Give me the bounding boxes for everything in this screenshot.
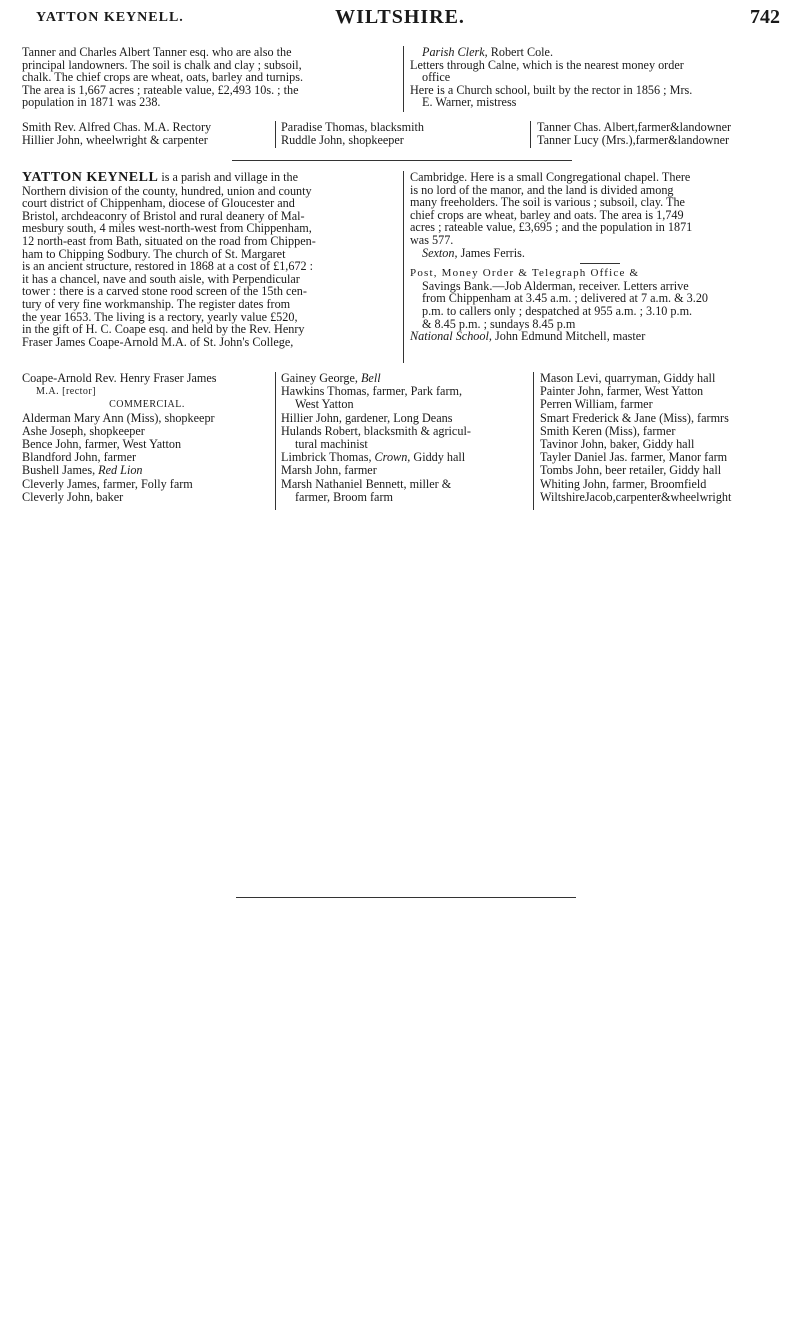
list-item-cont: M.A. [rector]: [36, 386, 97, 398]
running-head-county: WILTSHIRE.: [335, 6, 465, 28]
list-item: Painter John, farmer, West Yatton: [540, 384, 704, 399]
continuation-paragraph: Tanner and Charles Albert Tanner esq. who are also the principal landowners. The soil is chalk and clay ; subsoil, chalk. The chief crops are wheat, oats, barley and turnips. The area is 1,667 acres ; rateable value, £2,493 10s. ; the population in 1871 was 238.: [22, 45, 303, 110]
list-item: Whiting John, farmer, Broomfield: [540, 476, 707, 491]
list-item: Smith Rev. Alfred Chas. M.A. Rectory: [22, 120, 212, 134]
list-item: Marsh John, farmer: [281, 463, 377, 478]
list-item: Gainey George, Bell: [281, 371, 381, 385]
list-item: Smith Keren (Miss), farmer: [540, 423, 676, 438]
column-divider: [533, 372, 534, 510]
list-item-cont: farmer, Broom farm: [295, 489, 393, 504]
directory2-col-3: [540, 372, 790, 504]
directory2-col-2: [281, 372, 531, 504]
column-divider: [403, 171, 404, 363]
column-divider: [275, 372, 276, 510]
list-item: Coape-Arnold Rev. Henry Fraser James: [22, 371, 217, 385]
column-divider: [275, 121, 276, 148]
list-item: Cleverly John, baker: [22, 489, 124, 504]
list-item: Mason Levi, quarryman, Giddy hall: [540, 371, 716, 385]
list-item: Alderman Mary Ann (Miss), shopkeepr: [22, 410, 215, 425]
place-heading: YATTON KEYNELL: [22, 170, 159, 185]
list-item: Limbrick Thomas, Crown, Giddy hall: [281, 450, 466, 465]
list-item: Bushell James, Red Lion: [22, 463, 143, 478]
yatton-description: YATTON KEYNELL is a parish and village in the Northern division of the county, hundred, union and county court district of Chippenham, diocese of Gloucester and Bristol, archdeaconry of Bristol and rural deanery of Mal- mesbury south, 4 miles west-north-west from Chippenham, 12 north-east from Bath, situated on the road from Chippen- ham to Chipping Sodbury. The church of St. Margaret is an ancient structure, restored in 1868 at a cost of £1,672 : it has a chancel, nave and south aisle, with Perpendicular tower : there is a carved stone rood screen of the 15th cen- tury of very fine workmanship. The register dates from the year 1653. The living is a rectory, yearly value £520, in the gift of H. C. Coape esq. and held by the Rev. Henry Fraser James Coape-Arnold M.A. of St. John's College,: [22, 170, 316, 349]
list-item: Ashe Joseph, shopkeeper: [22, 423, 145, 438]
section-rule: [232, 160, 572, 161]
list-item: Ruddle John, shopkeeper: [281, 133, 404, 148]
running-head-place: YATTON KEYNELL.: [36, 10, 184, 25]
list-item-cont: tural machinist: [295, 437, 368, 452]
list-item: Cleverly James, farmer, Folly farm: [22, 476, 193, 491]
list-item: Tavinor John, baker, Giddy hall: [540, 437, 695, 452]
list-item: Hulands Robert, blacksmith & agricul-: [281, 423, 471, 438]
list-item: Perren William, farmer: [540, 397, 653, 412]
list-item: Hillier John, wheelwright & carpenter: [22, 133, 208, 148]
list-item: Smart Frederick & Jane (Miss), farmrs: [540, 410, 729, 425]
directory-col-3: [537, 121, 787, 147]
short-rule: [580, 263, 620, 264]
directory-col-1: [22, 121, 272, 147]
page-number: 742: [750, 6, 780, 28]
parish-officials: Parish Clerk, Robert Cole. Letters through Calne, which is the nearest money order office Here is a Church school, built by the rector in 1856 ; Mrs. E. Warner, mistress: [410, 45, 693, 110]
list-item: Paradise Thomas, blacksmith: [281, 120, 424, 134]
column-divider: [403, 46, 404, 112]
yatton-description-cont: Cambridge. Here is a small Congregational chapel. There is no lord of the manor, and the land is divided among many freeholders. The soil is various ; subsoil, clay. The chief crops are wheat, barley and oats. The area is 1,749 acres ; rateable value, £3,695 ; and the population in 1871 was 577. Sexton, James Ferris. Post, Money Order & Telegraph Office & Savings Bank.—Job Alderman, receiver. Letters arrive from Chippenham at 3.45 a.m. ; delivered at 7 a.m. & 3.20 p.m. to callers only ; despatched at 955 a.m. ; 3.10 p.m. & 8.45 p.m. ; sundays 8.45 p.m National School, John Edmund Mitchell, master: [410, 171, 786, 343]
list-item: Tanner Chas. Albert,farmer&landowner: [537, 120, 732, 134]
list-item: Tayler Daniel Jas. farmer, Manor farm: [540, 450, 728, 465]
directory2-col-1: [22, 372, 272, 504]
list-item: Marsh Nathaniel Bennett, miller &: [281, 476, 452, 491]
list-item: Bence John, farmer, West Yatton: [22, 437, 182, 452]
post-office-heading: Post, Money Order & Telegraph Office &: [410, 267, 640, 280]
list-item: Hawkins Thomas, farmer, Park farm,: [281, 384, 463, 399]
list-item: Tombs John, beer retailer, Giddy hall: [540, 463, 722, 478]
list-item: Hillier John, gardener, Long Deans: [281, 410, 453, 425]
section-subheading: COMMERCIAL.: [109, 399, 185, 411]
list-item-cont: West Yatton: [295, 397, 354, 412]
list-item: Blandford John, farmer: [22, 450, 137, 465]
directory-col-2: [281, 121, 531, 147]
list-item: Tanner Lucy (Mrs.),farmer&landowner: [537, 133, 730, 148]
list-item: WiltshireJacob,carpenter&wheelwright: [540, 489, 732, 504]
end-rule: [236, 897, 576, 898]
column-divider: [530, 121, 531, 148]
